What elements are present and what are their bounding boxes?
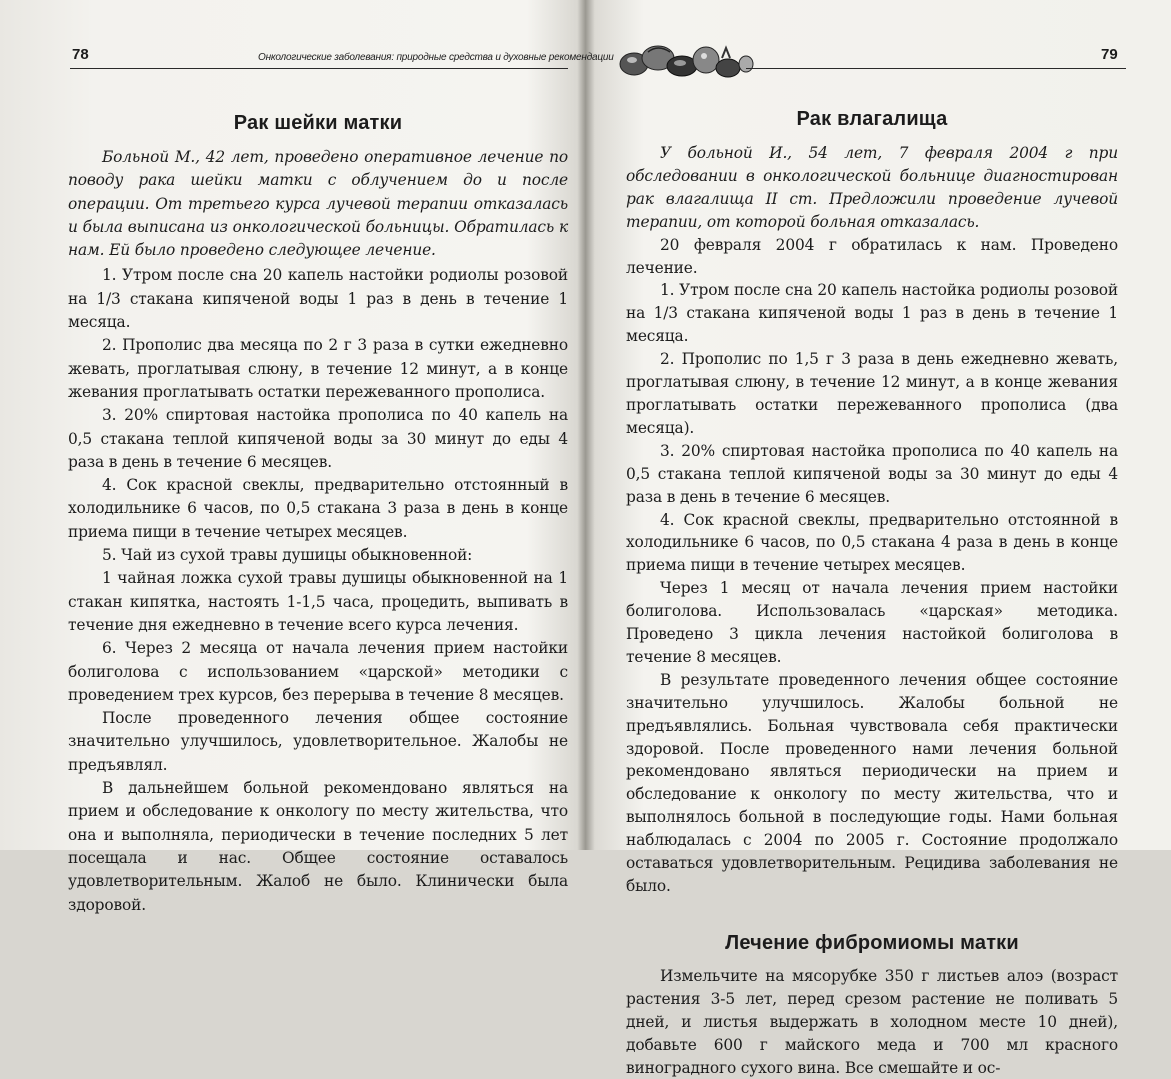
paragraph: 20 февраля 2004 г обратилась к нам. Проведено лечение.: [626, 235, 1118, 277]
right-page: [586, 0, 1171, 1077]
paragraph: 2. Прополис по 1,5 г 3 раза в день ежедневно жевать, проглатывая слюну, в течение 12 минут, а в конце жевания проглатывать остатки пережеванного прополиса (два месяца).: [626, 350, 1118, 437]
left-page: [0, 0, 614, 914]
paragraph: 3. 20% спиртовая настойка прополиса по 40 капель на 0,5 стакана теплой кипяченой воды за 30 минут до еды 4 раза в день в течение 6 месяцев.: [68, 406, 568, 471]
paragraph: В дальнейшем больной рекомендовано являться на прием и обследование к онкологу по месту жительства, что она и выполняла, периодически в течение последних 5 лет посещала и нас. Общее состояние оставалось удовлетворительным. Жалоб не было. Клинически была здоровой.: [68, 779, 568, 914]
paragraph: 3. 20% спиртовая настойка прополиса по 40 капель на 0,5 стакана теплой кипяченой воды за 30 минут до еды 4 раза в день в течение 6 месяцев.: [626, 441, 1118, 506]
decorative-vegetables-illustration: [614, 38, 754, 82]
paragraph: 1 чайная ложка сухой травы душицы обыкновенной на 1 стакан кипятка, настоять 1-1,5 часа, процедить, выпивать в течение дня ежедневно в течение всего курса лечения.: [68, 569, 568, 634]
left-page-content: [68, 112, 568, 917]
paragraph: Через 1 месяц от начала лечения прием настойки болиголова. Использовалась «царская» методика. Проведено 3 цикла лечения настойкой болиголова в течение 8 месяцев.: [626, 579, 1118, 666]
paragraph: 6. Через 2 месяца от начала лечения прием настойки болиголова с использованием «царской» методики с проведением трех курсов, без перерыва в течение 8 месяцев.: [68, 639, 568, 704]
paragraph: 4. Сок красной свеклы, предварительно отстоянной в холодильнике 6 часов, по 0,5 стакана 4 раза в день в конце приема пищи в течение четырех месяцев.: [626, 510, 1118, 575]
section-heading: Рак шейки матки: [233, 112, 403, 134]
paragraph: 1. Утром после сна 20 капель настойки родиолы розовой на 1/3 стакана кипяченой воды 1 раз в день в течение 1 месяца.: [68, 266, 568, 332]
right-page-content: [626, 108, 1118, 1079]
paragraph: В результате проведенного лечения общее состояние значительно улучшилось. Жалобы больной не предъявлялись. Больная чувствовала себя практически здоровой. После проведенного нами лечения больной рекомендовано являться периодически на прием и обследование к онкологу по месту жительства, что и выполнялось больной в последующие годы. Нами больная наблюдалась с 2004 по 2005 г. Состояние продолжало оставаться удовлетворительным. Рецидива заболевания не было.: [626, 670, 1118, 895]
header-rule: [70, 68, 568, 69]
paragraph: 5. Чай из сухой травы душицы обыкновенной:: [102, 546, 473, 565]
paragraph: После проведенного лечения общее состояние значительно улучшилось, удовлетворительное. Жалобы не предъявлял.: [68, 709, 568, 774]
paragraph: 4. Сок красной свеклы, предварительно отстоянный в холодильнике 6 часов, по 0,5 стакана 3 раза в день в конце приема пищи в течение четырех месяцев.: [68, 476, 568, 541]
case-intro: Больной М., 42 лет, проведено оперативное лечение по поводу рака шейки матки с облучением до и после операции. От третьего курса лучевой терапии отказалась и была выписана из онкологической больницы. Обратилась к нам. Ей было проведено следующее лечение.: [68, 148, 568, 260]
page-number: 79: [1101, 46, 1118, 63]
paragraph: 2. Прополис два месяца по 2 г 3 раза в сутки ежедневно жевать, проглатывая слюну, в течение 12 минут, а в конце жевания проглатывать остатки пережеванного прополиса.: [68, 336, 568, 401]
section-heading: Рак влагалища: [796, 108, 948, 130]
paragraph: 1. Утром после сна 20 капель настойка родиолы розовой на 1/3 стакана кипяченой воды 1 раз в день в течение 1 месяца.: [626, 281, 1118, 346]
case-intro: У больной И., 54 лет, 7 февраля 2004 г при обследовании в онкологической больнице диагностирован рак влагалища II ст. Предложили проведение лучевой терапии, от которой больная отказалась.: [626, 144, 1118, 231]
paragraph: Измельчите на мясорубке 350 г листьев алоэ (возраст растения 3-5 лет, перед срезом растение не поливать 5 дней, и листья выдержать в холодном месте 10 дней), добавьте 600 г майского меда и 700 мл красного виноградного сухого вина. Все смешайте и ос-: [626, 966, 1118, 1077]
section-heading: Лечение фибромиомы матки: [725, 931, 1019, 954]
header-rule: [746, 68, 1126, 69]
running-head: Онкологические заболевания: природные средства и духовные рекомендации: [258, 52, 614, 63]
page-number: 78: [72, 46, 89, 63]
